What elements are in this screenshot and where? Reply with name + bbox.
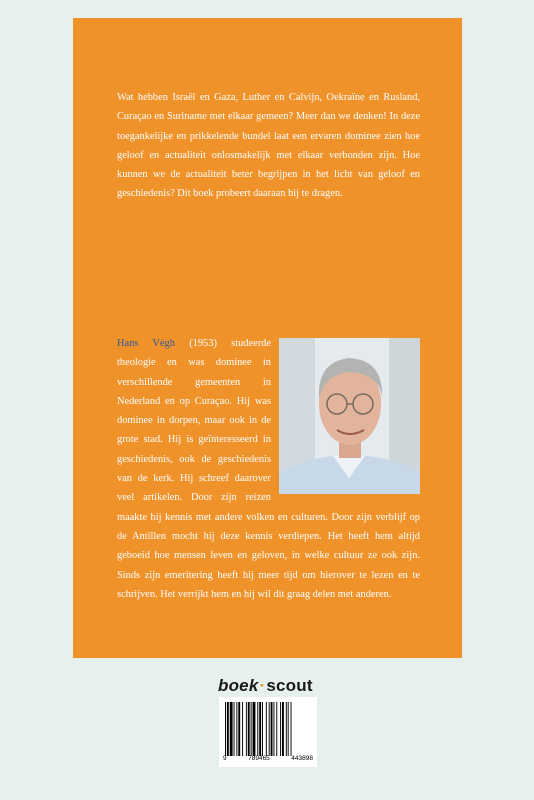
barcode-bar bbox=[248, 702, 250, 756]
barcode-bar bbox=[288, 702, 289, 756]
author-name: Hans Végh bbox=[117, 338, 175, 349]
logo-dot: · bbox=[259, 676, 266, 695]
barcode-bar bbox=[262, 702, 263, 756]
author-photo bbox=[279, 338, 420, 494]
barcode-bar bbox=[276, 702, 277, 756]
back-cover-panel bbox=[73, 18, 462, 658]
barcode-bar bbox=[253, 702, 256, 756]
barcode bbox=[219, 697, 317, 767]
barcode-bar bbox=[259, 702, 261, 756]
barcode-bar bbox=[234, 702, 235, 756]
barcode-bars bbox=[225, 702, 311, 756]
publisher-logo bbox=[218, 676, 313, 696]
barcode-bar bbox=[257, 702, 258, 756]
barcode-group-right: 443898 bbox=[291, 755, 313, 762]
barcode-bar bbox=[236, 702, 237, 756]
barcode-group-left: 789465 bbox=[248, 755, 270, 762]
author-bio bbox=[117, 334, 420, 604]
barcode-bar bbox=[227, 702, 229, 756]
barcode-bar bbox=[269, 702, 270, 756]
barcode-bar bbox=[246, 702, 247, 756]
barcode-bar bbox=[280, 702, 281, 756]
barcode-bar bbox=[271, 702, 273, 756]
barcode-bar bbox=[230, 702, 233, 756]
barcode-number bbox=[223, 755, 313, 762]
barcode-bar bbox=[266, 702, 267, 756]
barcode-bar bbox=[238, 702, 240, 756]
barcode-bar bbox=[286, 702, 287, 756]
barcode-bar bbox=[242, 702, 243, 756]
logo-part-b: scout bbox=[266, 676, 313, 695]
barcode-bar bbox=[291, 702, 292, 756]
logo-part-a: boek bbox=[218, 676, 259, 695]
author-bio-text: (1953) studeerde theologie en was dominee in verschillende gemeenten in Nederland en op Curaçao. Hij was dominee in dorpen, maar ook in de grote stad. Hij is geïnteresseerd in geschiedenis, ook de geschiedenis van de kerk. Hij schreef daarover veel artikelen. Door zijn reizen maakte hij kennis met andere volken en culturen. Door zijn verblijf op de Antillen mocht hij deze kennis verdiepen. Het heeft hem altijd geboeid hoe mensen leven en geloven, in welke cultuur ze ook zijn. Sinds zijn emeritering heeft hij meer tijd om hierover te lezen en te schrijven. Het verrijkt hem en hij wil dit graag delen met anderen. bbox=[117, 338, 420, 600]
barcode-bar bbox=[282, 702, 284, 756]
barcode-bar bbox=[273, 702, 274, 756]
blurb-text: Wat hebben Israël en Gaza, Luther en Calvijn, Oekraïne en Rusland, Curaçao en Suriname met elkaar gemeen? Meer dan we denken! In deze toegankelijke en prikkelende bundel laat een ervaren dominee zien hoe geloof en actualiteit onlosmakelijk met elkaar verbonden zijn. Hoe kunnen we de actualiteit beter begrijpen in het licht van geloof en geschiedenis? Dit boek probeert daaraan bij te dragen. bbox=[117, 92, 420, 200]
barcode-bar bbox=[225, 702, 226, 756]
barcode-bar bbox=[251, 702, 252, 756]
barcode-digit-lead: 9 bbox=[223, 755, 227, 762]
